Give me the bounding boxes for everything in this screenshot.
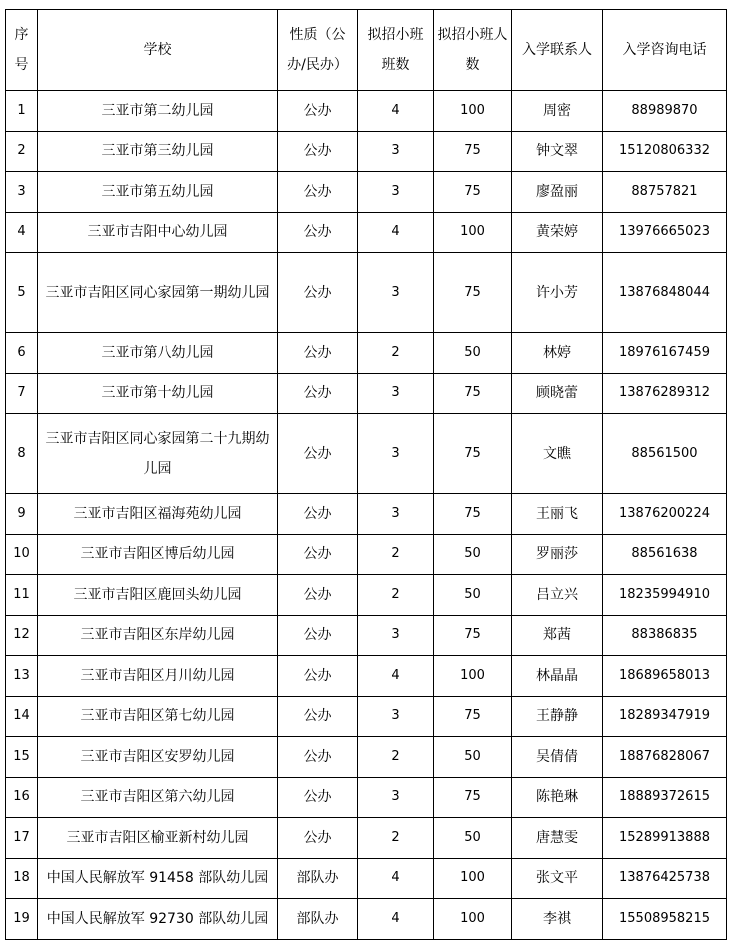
cell-school: 三亚市第五幼儿园 [38,172,278,213]
header-classes: 拟招小班班数 [358,10,434,91]
cell-phone: 13876848044 [603,253,727,333]
cell-no: 2 [6,131,38,172]
header-students: 拟招小班人数 [434,10,512,91]
cell-type: 公办 [278,818,358,859]
header-row [6,10,727,91]
cell-school: 三亚市吉阳区鹿回头幼儿园 [38,575,278,616]
cell-students: 100 [434,858,512,899]
cell-school: 三亚市吉阳区榆亚新村幼儿园 [38,818,278,859]
cell-phone: 13976665023 [603,212,727,253]
cell-contact: 张文平 [512,858,603,899]
cell-classes: 3 [358,414,434,494]
cell-no: 11 [6,575,38,616]
cell-school: 中国人民解放军 91458 部队幼儿园 [38,858,278,899]
cell-phone: 18889372615 [603,777,727,818]
cell-contact: 黄荣婷 [512,212,603,253]
cell-school: 三亚市吉阳区东岸幼儿园 [38,615,278,656]
cell-students: 50 [434,818,512,859]
header-contact: 入学联系人 [512,10,603,91]
cell-students: 50 [434,737,512,778]
cell-school: 三亚市第十幼儿园 [38,373,278,414]
cell-students: 75 [434,696,512,737]
table-row [6,172,727,213]
cell-no: 13 [6,656,38,697]
cell-phone: 18876828067 [603,737,727,778]
table-row [6,656,727,697]
cell-type: 公办 [278,615,358,656]
cell-classes: 3 [358,494,434,535]
cell-no: 17 [6,818,38,859]
cell-classes: 4 [358,212,434,253]
cell-contact: 林婷 [512,333,603,374]
cell-no: 6 [6,333,38,374]
table-body [6,91,727,940]
cell-type: 公办 [278,91,358,132]
cell-students: 100 [434,91,512,132]
table-row [6,333,727,374]
cell-contact: 钟文翠 [512,131,603,172]
cell-classes: 2 [358,818,434,859]
cell-no: 14 [6,696,38,737]
cell-contact: 罗丽莎 [512,534,603,575]
cell-students: 50 [434,333,512,374]
table-row [6,131,727,172]
cell-school: 三亚市第八幼儿园 [38,333,278,374]
cell-no: 3 [6,172,38,213]
cell-type: 公办 [278,696,358,737]
cell-students: 75 [434,253,512,333]
cell-no: 1 [6,91,38,132]
cell-type: 公办 [278,414,358,494]
cell-type: 公办 [278,373,358,414]
table-row [6,696,727,737]
cell-classes: 2 [358,534,434,575]
cell-classes: 3 [358,172,434,213]
cell-school: 三亚市吉阳区第七幼儿园 [38,696,278,737]
cell-contact: 许小芳 [512,253,603,333]
table-row [6,494,727,535]
cell-phone: 88989870 [603,91,727,132]
cell-students: 75 [434,172,512,213]
cell-students: 50 [434,534,512,575]
cell-type: 公办 [278,737,358,778]
cell-no: 4 [6,212,38,253]
cell-phone: 13876425738 [603,858,727,899]
cell-classes: 4 [358,899,434,940]
cell-school: 三亚市吉阳区福海苑幼儿园 [38,494,278,535]
cell-phone: 13876200224 [603,494,727,535]
cell-classes: 3 [358,777,434,818]
table-row [6,575,727,616]
cell-contact: 王丽飞 [512,494,603,535]
cell-phone: 13876289312 [603,373,727,414]
cell-students: 100 [434,899,512,940]
table-row [6,737,727,778]
cell-type: 公办 [278,656,358,697]
cell-school: 三亚市吉阳区安罗幼儿园 [38,737,278,778]
cell-classes: 3 [358,131,434,172]
cell-classes: 3 [358,253,434,333]
cell-classes: 3 [358,373,434,414]
cell-students: 75 [434,373,512,414]
cell-contact: 顾晓蕾 [512,373,603,414]
table-row [6,373,727,414]
cell-phone: 88386835 [603,615,727,656]
cell-no: 18 [6,858,38,899]
cell-contact: 郑茜 [512,615,603,656]
cell-contact: 陈艳琳 [512,777,603,818]
cell-contact: 李祺 [512,899,603,940]
cell-classes: 4 [358,858,434,899]
header-type: 性质（公办/民办） [278,10,358,91]
cell-type: 公办 [278,131,358,172]
cell-school: 三亚市吉阳区同心家园第二十九期幼儿园 [38,414,278,494]
cell-no: 9 [6,494,38,535]
cell-classes: 2 [358,575,434,616]
cell-school: 三亚市吉阳区同心家园第一期幼儿园 [38,253,278,333]
cell-type: 公办 [278,172,358,213]
cell-no: 8 [6,414,38,494]
cell-school: 三亚市吉阳区第六幼儿园 [38,777,278,818]
cell-contact: 王静静 [512,696,603,737]
header-phone: 入学咨询电话 [603,10,727,91]
cell-type: 部队办 [278,858,358,899]
cell-contact: 唐慧雯 [512,818,603,859]
cell-students: 75 [434,494,512,535]
cell-no: 15 [6,737,38,778]
table-row [6,858,727,899]
table-row [6,534,727,575]
kindergarten-enrollment-table [5,9,727,940]
cell-classes: 2 [358,333,434,374]
cell-contact: 周密 [512,91,603,132]
table-row [6,777,727,818]
cell-no: 19 [6,899,38,940]
cell-school: 中国人民解放军 92730 部队幼儿园 [38,899,278,940]
table-row [6,615,727,656]
cell-school: 三亚市吉阳区月川幼儿园 [38,656,278,697]
cell-phone: 15289913888 [603,818,727,859]
cell-classes: 4 [358,656,434,697]
cell-no: 7 [6,373,38,414]
table-row [6,212,727,253]
cell-phone: 15508958215 [603,899,727,940]
table-row [6,414,727,494]
cell-students: 75 [434,131,512,172]
cell-phone: 18976167459 [603,333,727,374]
cell-students: 75 [434,414,512,494]
cell-classes: 3 [358,615,434,656]
cell-contact: 文瞧 [512,414,603,494]
cell-type: 公办 [278,494,358,535]
cell-school: 三亚市第三幼儿园 [38,131,278,172]
header-school: 学校 [38,10,278,91]
table-row [6,91,727,132]
cell-contact: 吴倩倩 [512,737,603,778]
cell-school: 三亚市吉阳中心幼儿园 [38,212,278,253]
table-row [6,899,727,940]
cell-school: 三亚市吉阳区博后幼儿园 [38,534,278,575]
table-row [6,818,727,859]
cell-contact: 廖盈丽 [512,172,603,213]
cell-phone: 88561500 [603,414,727,494]
cell-students: 100 [434,656,512,697]
cell-no: 16 [6,777,38,818]
table-row [6,253,727,333]
cell-no: 10 [6,534,38,575]
header-no: 序号 [6,10,38,91]
cell-type: 部队办 [278,899,358,940]
cell-phone: 18689658013 [603,656,727,697]
cell-phone: 18235994910 [603,575,727,616]
cell-contact: 吕立兴 [512,575,603,616]
cell-type: 公办 [278,333,358,374]
cell-no: 12 [6,615,38,656]
cell-students: 75 [434,777,512,818]
cell-type: 公办 [278,575,358,616]
cell-phone: 88561638 [603,534,727,575]
cell-students: 50 [434,575,512,616]
cell-type: 公办 [278,253,358,333]
cell-classes: 4 [358,91,434,132]
cell-classes: 2 [358,737,434,778]
cell-no: 5 [6,253,38,333]
cell-classes: 3 [358,696,434,737]
cell-type: 公办 [278,212,358,253]
cell-students: 75 [434,615,512,656]
cell-phone: 88757821 [603,172,727,213]
cell-type: 公办 [278,534,358,575]
cell-contact: 林晶晶 [512,656,603,697]
cell-school: 三亚市第二幼儿园 [38,91,278,132]
cell-students: 100 [434,212,512,253]
cell-type: 公办 [278,777,358,818]
cell-phone: 18289347919 [603,696,727,737]
cell-phone: 15120806332 [603,131,727,172]
